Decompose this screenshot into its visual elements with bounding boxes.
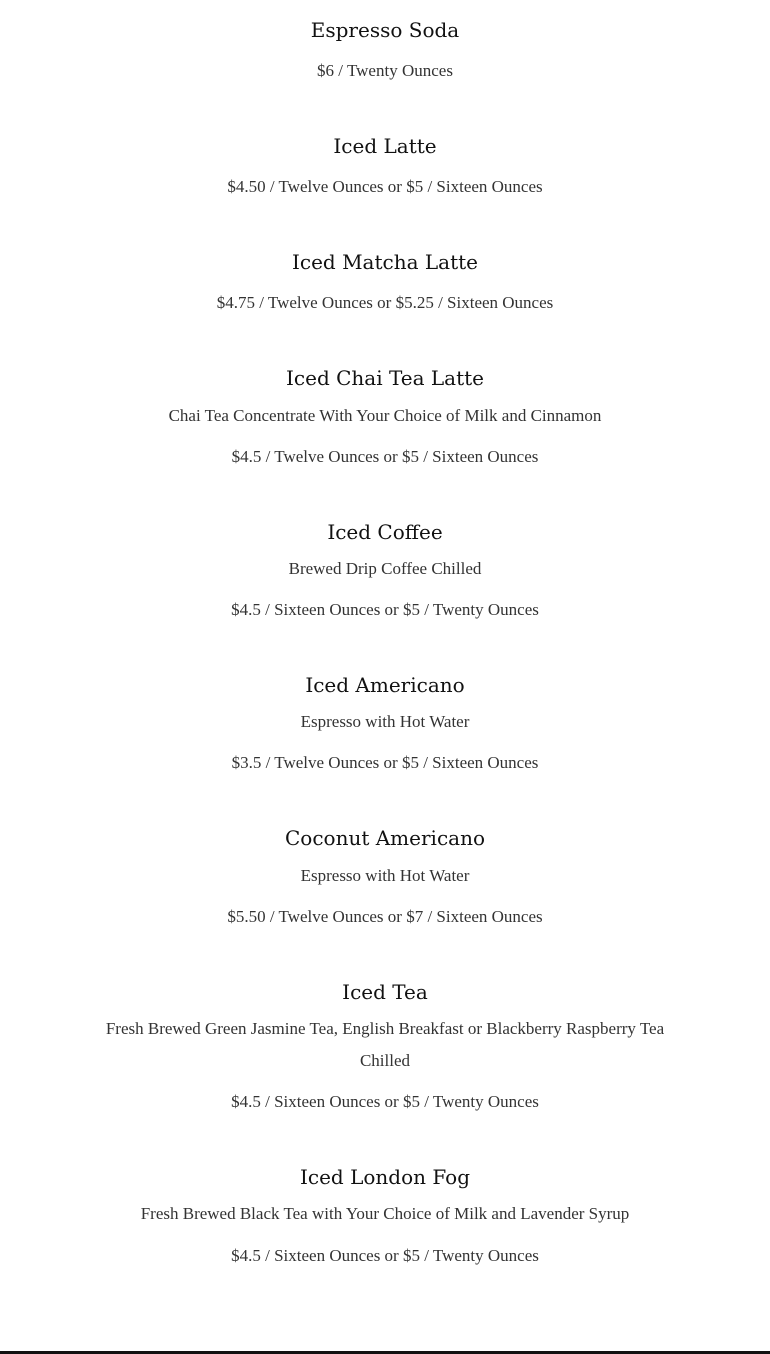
item-name-coconut-americano: Coconut Americano: [285, 826, 485, 850]
item-price-iced-tea: $4.5 / Sixteen Ounces or $5 / Twenty Ounces: [231, 1092, 539, 1111]
item-name-iced-coffee: Iced Coffee: [327, 520, 443, 544]
item-desc-iced-americano: Espresso with Hot Water: [300, 712, 470, 731]
item-price-coconut-americano: $5.50 / Twelve Ounces or $7 / Sixteen Ounces: [227, 907, 543, 926]
item-name-iced-chai-tea-latte: Iced Chai Tea Latte: [286, 366, 484, 390]
item-desc-iced-chai-tea-latte: Chai Tea Concentrate With Your Choice of Milk and Cinnamon: [168, 406, 602, 425]
item-name-iced-matcha-latte: Iced Matcha Latte: [291, 250, 478, 274]
item-name-iced-london-fog: Iced London Fog: [299, 1165, 470, 1189]
item-desc-iced-coffee: Brewed Drip Coffee Chilled: [288, 559, 482, 578]
item-name-iced-latte: Iced Latte: [333, 134, 437, 158]
item-desc-iced-london-fog: Fresh Brewed Black Tea with Your Choice of Milk and Lavender Syrup: [140, 1204, 630, 1223]
item-name-iced-tea: Iced Tea: [342, 980, 428, 1004]
item-price-iced-chai-tea-latte: $4.5 / Twelve Ounces or $5 / Sixteen Ounces: [231, 447, 539, 466]
item-price-iced-coffee: $4.5 / Sixteen Ounces or $5 / Twenty Ounces: [231, 600, 539, 619]
item-price-espresso-soda: $6 / Twenty Ounces: [317, 61, 453, 80]
item-price-iced-matcha-latte: $4.75 / Twelve Ounces or $5.25 / Sixteen Ounces: [216, 293, 554, 312]
item-price-iced-latte: $4.50 / Twelve Ounces or $5 / Sixteen Ounces: [227, 177, 543, 196]
item-desc-coconut-americano: Espresso with Hot Water: [300, 866, 470, 885]
item-price-iced-london-fog: $4.5 / Sixteen Ounces or $5 / Twenty Ounces: [231, 1246, 539, 1265]
item-name-espresso-soda: Espresso Soda: [310, 18, 460, 42]
item-desc-iced-tea: Fresh Brewed Green Jasmine Tea, English Breakfast or Blackberry Raspberry Tea Chilled: [105, 1019, 665, 1070]
item-price-iced-americano: $3.5 / Twelve Ounces or $5 / Sixteen Ounces: [231, 753, 539, 772]
item-name-iced-americano: Iced Americano: [305, 673, 465, 697]
